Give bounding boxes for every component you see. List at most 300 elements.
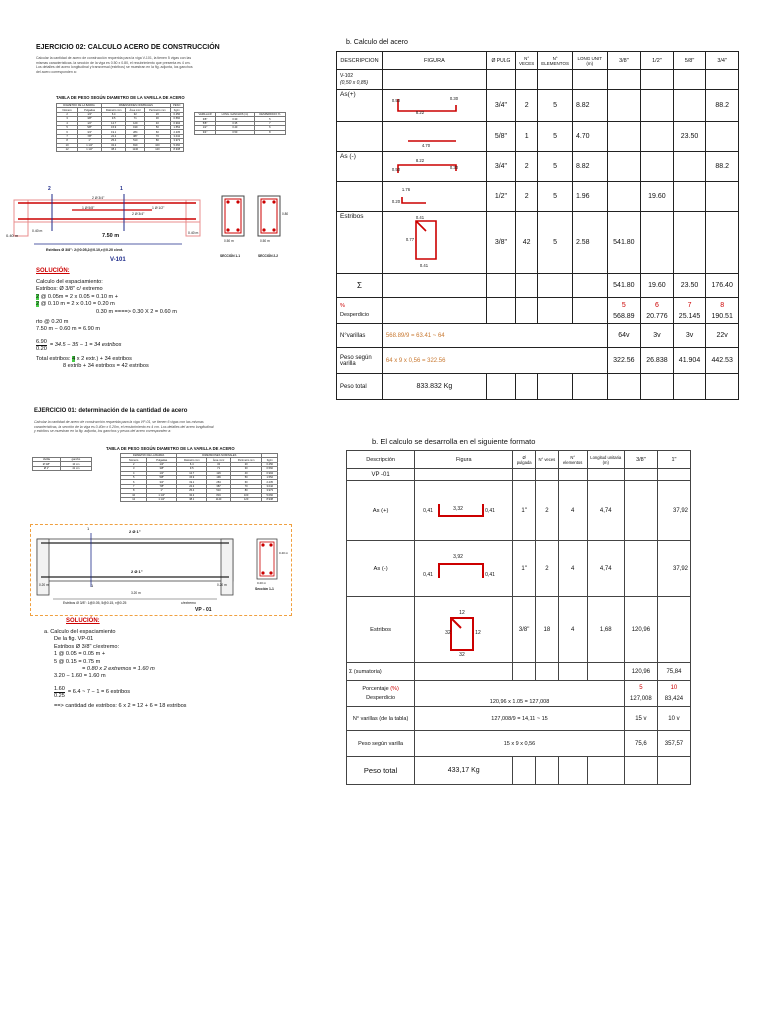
figure-dim: 8.22 xyxy=(415,109,425,115)
beam-label: V-101 xyxy=(110,257,126,263)
table-cell: 7/8" xyxy=(147,484,177,488)
row-dia: 1" xyxy=(513,541,536,597)
total-line: Total estribos: 4 x 2 extr.) + 34 estribos xyxy=(36,355,132,362)
table-row xyxy=(33,466,92,470)
header-row xyxy=(337,52,739,70)
cell xyxy=(486,70,515,90)
row-len: 2.58 xyxy=(572,212,607,274)
ex1-desc-line: características, la sección de la viga es 0.40m x 0.20m, el recubrimiento es 4 cm. Los detalles del acero longitudinal xyxy=(34,424,214,429)
table-cell: 1140 xyxy=(207,497,230,501)
figure-box xyxy=(386,155,483,179)
row-len: 4,74 xyxy=(587,541,624,597)
ex2-solution xyxy=(36,279,266,371)
beam-outline xyxy=(37,539,233,581)
table-cell: 1/2" xyxy=(147,471,177,475)
row-c34: 88.2 xyxy=(706,152,739,182)
section-b-width: 0.50 m xyxy=(260,239,270,243)
figure-dim: 32 xyxy=(459,651,465,658)
ex2-table-title: TABLA DE PESO SEGÚN DIAMETRO DE LA VARILLA DE ACERO xyxy=(56,95,185,100)
bottom-bar-label: 2 Ø 1" xyxy=(131,569,143,574)
col-header: LONG. GANCHOS (m) xyxy=(216,113,255,117)
bar-shape-icon xyxy=(386,215,482,271)
table-cell: 19.1 xyxy=(177,480,207,484)
col-header: Pulgadas xyxy=(78,108,102,112)
column-left xyxy=(14,200,28,236)
solution-line: Estribos: Ø 3/8" c/ extremo xyxy=(36,286,103,293)
solution-line: = 0.80 x 2 extremos = 1.60 m xyxy=(82,666,155,673)
row-figure xyxy=(382,182,486,212)
right-width: 0.20 m xyxy=(217,583,227,587)
cell xyxy=(486,298,515,324)
rods-formula: 568.89/9 = 63.41 ~ 64 xyxy=(382,324,607,348)
table-cell: 284 xyxy=(207,480,230,484)
cell xyxy=(673,374,706,400)
group-header: DIMENSIONES NOMINALES xyxy=(177,454,262,458)
table-cell: 5.060 xyxy=(170,143,183,147)
row-elems: 5 xyxy=(538,212,573,274)
solution-line: 1 @ 0.05 = 0.05 m + xyxy=(54,651,106,658)
section-width: 0.20 m xyxy=(257,581,267,585)
figure-box xyxy=(417,484,510,538)
pct-waste xyxy=(706,298,739,324)
fraction-num: 1.60 xyxy=(54,685,65,692)
col-header: N° elementos xyxy=(558,451,587,469)
pct-value: 5 xyxy=(621,301,626,309)
sum-value: 75,84 xyxy=(657,663,690,681)
table-cell: 22.2 xyxy=(177,484,207,488)
table-cell: 50 xyxy=(230,475,262,479)
table-cell: 40 xyxy=(145,121,170,125)
stirrups-spec: Estribos Ø 3/8": 1@0.05, 5@0.15, r@0.25 xyxy=(63,601,127,605)
table-cell: 6 xyxy=(57,130,78,134)
row-dia: 3/4" xyxy=(486,152,515,182)
row-dia: 3/4" xyxy=(486,90,515,122)
ex1-description xyxy=(34,420,299,434)
figure-dim: 0,41 xyxy=(423,571,433,578)
table-cell: 7 xyxy=(57,134,78,138)
rods-value: 3v xyxy=(673,324,706,348)
solution-line: 5 @ 0.15 = 0.75 m xyxy=(54,658,101,665)
steel-b-heading: b. El calculo se desarrolla en el siguiente formato xyxy=(372,437,536,446)
figure-dim: 0.41 xyxy=(415,214,425,220)
cell xyxy=(536,757,559,785)
table-cell: 5/8" xyxy=(147,475,177,479)
table-cell: 387 xyxy=(126,134,145,138)
section-stirrup xyxy=(260,542,274,576)
waste-value: 20.776 xyxy=(646,312,668,320)
cell xyxy=(516,374,538,400)
col-header: Diámetro mm xyxy=(102,108,126,112)
row-figure xyxy=(415,481,513,541)
table-cell: 510 xyxy=(207,489,230,493)
row-desc: Estribos xyxy=(347,597,415,663)
figure-dim: 0.77 xyxy=(405,236,415,242)
left-dim-label: 0.40 m xyxy=(6,233,19,238)
table-cell: Ø 1" xyxy=(33,466,61,470)
table-cell: 10 xyxy=(121,493,147,497)
table-cell: 1.552 xyxy=(262,475,278,479)
cell xyxy=(572,298,607,324)
cell xyxy=(538,70,573,90)
table-cell: 20 xyxy=(145,112,170,116)
row-c38 xyxy=(607,122,641,152)
table-cell: 30 xyxy=(230,467,262,471)
rebar xyxy=(236,228,239,231)
row-c1 xyxy=(657,597,690,663)
row-c58: 23.50 xyxy=(673,122,706,152)
table-cell: 3/8" xyxy=(195,117,216,121)
bar-shape-icon xyxy=(386,155,482,179)
table-cell: 284 xyxy=(126,130,145,134)
waste-formula: 120,96 x 1.05 = 127,008 xyxy=(415,681,625,707)
row-c12 xyxy=(641,152,674,182)
row-desc xyxy=(337,182,383,212)
fraction-den: 0.20 xyxy=(36,345,47,352)
cell xyxy=(382,274,486,298)
steel-a-table xyxy=(336,51,739,400)
col-header: Ø PULG xyxy=(486,52,515,70)
waste-value: 568.89 xyxy=(613,312,635,320)
table-cell: 5.060 xyxy=(262,493,278,497)
bar-shape-icon xyxy=(417,544,507,594)
figure-dim: 0,41 xyxy=(485,571,495,578)
row-c58 xyxy=(673,152,706,182)
support-label-2: 2 xyxy=(48,186,51,192)
section-height: 0.80 xyxy=(282,212,289,216)
total-value: 433,17 Kg xyxy=(415,757,513,785)
col-header: Área mm² xyxy=(126,108,145,112)
table-cell: 1" xyxy=(78,139,102,143)
figure-box xyxy=(386,215,483,271)
support-label: 1 xyxy=(87,526,90,531)
ex1-solution-title: SOLUCIÓN: xyxy=(66,618,100,624)
cell xyxy=(516,298,538,324)
section-b-stirrup xyxy=(261,199,277,233)
rebar xyxy=(236,200,239,203)
figure-box xyxy=(417,544,510,594)
section-b-label: SECCIÓN 2-2 xyxy=(258,254,279,258)
table-cell: 15.9 xyxy=(177,475,207,479)
table-cell: 6.4 xyxy=(177,462,207,466)
row-figure xyxy=(382,90,486,122)
col-header: 1/2" xyxy=(641,52,674,70)
figure-box xyxy=(386,185,483,209)
figure-dim: 0.30 xyxy=(449,164,459,170)
table-cell: 60 xyxy=(230,480,262,484)
cell xyxy=(382,70,486,90)
cell xyxy=(415,469,513,481)
col-header: Ø pulgada xyxy=(513,451,536,469)
pct-label-cell xyxy=(337,298,383,324)
pct-label-cell xyxy=(347,681,415,707)
col-header: Número xyxy=(57,108,78,112)
table-cell: 5/8" xyxy=(78,125,102,129)
row-times: 18 xyxy=(536,597,559,663)
cell xyxy=(558,663,587,681)
table-cell: 41 cm xyxy=(60,466,91,470)
weight-label: Peso según varilla xyxy=(347,731,415,757)
total-line: ==> cantidad de estribos: 6 x 2 = 12 + 6 = 18 estribos xyxy=(54,702,187,709)
table-row xyxy=(195,130,286,134)
table-cell: 6 xyxy=(254,126,285,130)
section-a-width: 0.50 m xyxy=(224,239,234,243)
solution-line: De la fig. VP-01 xyxy=(54,636,94,643)
waste-value: 25.145 xyxy=(678,312,701,320)
ex1-weight-table xyxy=(120,453,278,502)
figure-dim: 0,41 xyxy=(485,507,495,514)
table-cell: 6 xyxy=(121,480,147,484)
table-cell: 70 xyxy=(145,134,170,138)
table-cell: 0.30 xyxy=(216,117,255,121)
stirrups-end: c/extremo xyxy=(181,601,196,605)
bar-shape-icon xyxy=(386,125,482,149)
table-cell: 1.552 xyxy=(170,125,183,129)
table-cell: 819 xyxy=(207,493,230,497)
table-cell: 38.1 xyxy=(102,147,126,151)
table-cell: 3 xyxy=(57,117,78,121)
pct-label xyxy=(349,685,412,694)
cell xyxy=(657,469,690,481)
table-cell: 1 1/2" xyxy=(147,497,177,501)
weight-formula: 15 x 9 x 0,56 xyxy=(415,731,625,757)
cell xyxy=(624,757,657,785)
rebar xyxy=(272,200,275,203)
row-desc: As (-) xyxy=(337,152,383,182)
weight-row xyxy=(347,731,691,757)
fraction-result: = 6.4 ~ 7 − 1 = 6 estribos xyxy=(67,688,131,695)
cell xyxy=(607,70,641,90)
table-cell: 19.1 xyxy=(102,130,126,134)
col-header: DESCRIPCION xyxy=(337,52,383,70)
solution-line: rto @ 0.20 m xyxy=(36,319,69,326)
figure-dim: 12 xyxy=(459,609,465,616)
table-cell: 100 xyxy=(230,493,262,497)
beam-row xyxy=(347,469,691,481)
row-elems: 5 xyxy=(538,90,573,122)
solution-text: @ 0.05m = 2 x 0.05 = 0.10 m + xyxy=(40,293,119,300)
cell xyxy=(536,469,559,481)
table-cell: 510 xyxy=(126,139,145,143)
solution-line: 7.50 m − 0.60 m = 6.90 m xyxy=(36,326,101,333)
cell xyxy=(587,757,624,785)
row-len: 4.70 xyxy=(572,122,607,152)
weight-value: 357,57 xyxy=(657,731,690,757)
pct-waste xyxy=(624,681,657,707)
cell xyxy=(486,374,515,400)
figure-dim: 0.20 xyxy=(391,198,401,204)
col-header: 3/4" xyxy=(706,52,739,70)
ex2-weight-table xyxy=(56,103,184,152)
cell xyxy=(486,274,515,298)
total-label: Peso total xyxy=(347,757,415,785)
figure-box xyxy=(417,600,510,660)
weight-label: Peso según varilla xyxy=(337,348,383,374)
row-c12 xyxy=(641,122,674,152)
rebar xyxy=(261,571,264,574)
beam-label: VP - 01 xyxy=(195,607,212,613)
pct-value: 10 xyxy=(670,684,678,691)
row-figure xyxy=(382,212,486,274)
row-len: 8.82 xyxy=(572,90,607,122)
weight-row xyxy=(337,348,739,374)
ex1-title: EJERCICIO 01: determinación de la cantidad de acero xyxy=(34,408,188,414)
table-cell: 32 xyxy=(126,112,145,116)
cell xyxy=(572,374,607,400)
col-header: Diámetro mm xyxy=(177,458,207,462)
row-c34 xyxy=(706,122,739,152)
cell xyxy=(624,469,657,481)
group-header: DIAMETRO DE LA BARRA xyxy=(57,104,102,108)
table-cell: 1/4" xyxy=(147,462,177,466)
sum-label: Σ xyxy=(337,274,383,298)
table-cell: 199 xyxy=(126,125,145,129)
steel-row xyxy=(347,597,691,663)
row-dia: 3/8" xyxy=(513,597,536,663)
table-cell: 3.042 xyxy=(170,134,183,138)
table-cell: 5/8" xyxy=(195,121,216,125)
table-cell: Ø 3/8" xyxy=(33,462,61,466)
rods-value: 22v xyxy=(706,324,739,348)
fraction-result: = 34.5 − 35 − 1 = 34 estribos xyxy=(49,341,122,348)
solution-line: 3.20 − 1.60 = 1.60 m xyxy=(54,673,106,680)
table-cell: 12 xyxy=(121,497,147,501)
row-len: 8.82 xyxy=(572,152,607,182)
fraction-den: 0.25 xyxy=(54,692,65,699)
row-desc: As(+) xyxy=(337,90,383,122)
table-cell: 387 xyxy=(207,484,230,488)
table-cell: 1140 xyxy=(126,147,145,151)
row-c1: 37,92 xyxy=(657,481,690,541)
col-header: 5/8" xyxy=(673,52,706,70)
beam-row xyxy=(337,70,739,90)
pct-waste xyxy=(673,298,706,324)
table-cell: 32.2 xyxy=(102,143,126,147)
cell xyxy=(415,663,513,681)
table-cell: 3/4" xyxy=(147,480,177,484)
table-cell: 10 xyxy=(57,143,78,147)
table-cell: 12 xyxy=(57,147,78,151)
stirrups-spec: Estribos Ø 3/8": 2@0.05,2@0.10,r@0.20 c/ext. xyxy=(46,248,124,252)
beam-label: VP -01 xyxy=(347,469,415,481)
row-c34 xyxy=(706,182,739,212)
pct-waste xyxy=(657,681,690,707)
row-c34: 88.2 xyxy=(706,90,739,122)
ex2-desc-line: mismas características. la sección de la viga es 0.50 x 0.80, el recubrimiento que presenta es 4 cm. xyxy=(36,60,191,65)
table-cell: 1/2" xyxy=(78,121,102,125)
cell xyxy=(657,757,690,785)
table-cell: 80 xyxy=(230,489,262,493)
row-times: 2 xyxy=(516,152,538,182)
row-c38 xyxy=(607,90,641,122)
weight-value: 26.838 xyxy=(641,348,674,374)
row-elems: 4 xyxy=(558,597,587,663)
sum-row xyxy=(347,663,691,681)
steel-row xyxy=(347,481,691,541)
ex2-title: EJERCICIO 02: CALCULO ACERO DE CONSTRUCCIÓN xyxy=(36,44,220,51)
table-cell: 4 xyxy=(57,121,78,125)
figure-dim: 3,92 xyxy=(453,553,463,560)
ex2-hook-table xyxy=(194,112,286,135)
table-cell: 9.5 xyxy=(177,467,207,471)
steel-a-heading: b. Calculo del acero xyxy=(346,39,408,46)
table-cell: 2 xyxy=(57,112,78,116)
weight-value: 442.53 xyxy=(706,348,739,374)
sum-value: 541.80 xyxy=(607,274,641,298)
table-cell: 12.7 xyxy=(102,121,126,125)
beam-label: V-102 xyxy=(340,72,354,79)
col-header: 3/8" xyxy=(607,52,641,70)
rods-value: 64v xyxy=(607,324,641,348)
cell xyxy=(706,70,739,90)
table-cell: 0.50 xyxy=(216,130,255,134)
rebar xyxy=(226,200,229,203)
row-dia: 3/8" xyxy=(486,212,515,274)
total-row xyxy=(347,757,691,785)
table-cell: 1/2" xyxy=(195,126,216,130)
pct-waste xyxy=(641,298,674,324)
bar-inner-label: 2 Ø 3/4" xyxy=(132,212,145,216)
ex2-desc-line: del acero corresponden a: xyxy=(36,69,77,74)
table-cell: 25.4 xyxy=(177,489,207,493)
waste-value: 83,424 xyxy=(664,695,684,702)
cell xyxy=(607,374,641,400)
table-cell: 3.042 xyxy=(262,484,278,488)
table-cell: 120 xyxy=(230,497,262,501)
col-header: Longitud unitaria (m) xyxy=(587,451,624,469)
steel-row xyxy=(347,541,691,597)
table-cell: 80 xyxy=(145,139,170,143)
table-cell: 0.250 xyxy=(170,112,183,116)
col-header: Varilla xyxy=(33,458,61,462)
pct-row xyxy=(347,681,691,707)
col-header: N° ELEMENTOS xyxy=(538,52,573,70)
rebar xyxy=(272,228,275,231)
total-row xyxy=(337,374,739,400)
figure-dim: 4.70 xyxy=(421,142,431,148)
table-cell: 20 xyxy=(230,462,262,466)
row-dia: 1" xyxy=(513,481,536,541)
rebar xyxy=(262,200,265,203)
col-header: Figura xyxy=(415,451,513,469)
table-cell: 3 xyxy=(121,467,147,471)
cell xyxy=(536,663,559,681)
row-c58 xyxy=(673,90,706,122)
col-header: gancho xyxy=(60,458,91,462)
row-c38 xyxy=(624,541,657,597)
table-cell: 30 xyxy=(145,117,170,121)
row-len: 4,74 xyxy=(587,481,624,541)
steel-row xyxy=(337,122,739,152)
top-bar-label: 2 Ø 1" xyxy=(129,529,141,534)
solution-line-bullet xyxy=(36,301,266,308)
figure-dim: 0,41 xyxy=(423,507,433,514)
span-length: 7.50 m xyxy=(102,233,120,239)
cell xyxy=(641,374,674,400)
table-cell: 4 xyxy=(121,471,147,475)
fraction xyxy=(36,339,47,352)
col-header: 3/8" xyxy=(624,451,657,469)
row-len: 1,68 xyxy=(587,597,624,663)
pct-text: Porcentaje xyxy=(362,685,389,692)
row-c58 xyxy=(673,212,706,274)
sum-value: 176.40 xyxy=(706,274,739,298)
table-cell: 3/4" xyxy=(195,130,216,134)
table-cell: 8 xyxy=(57,139,78,143)
table-cell: 129 xyxy=(126,121,145,125)
bar-bottom-label: 1 Ø 1/2" xyxy=(152,206,165,210)
figure-dim: 3,32 xyxy=(453,505,463,512)
table-cell: 9.5 xyxy=(102,117,126,121)
